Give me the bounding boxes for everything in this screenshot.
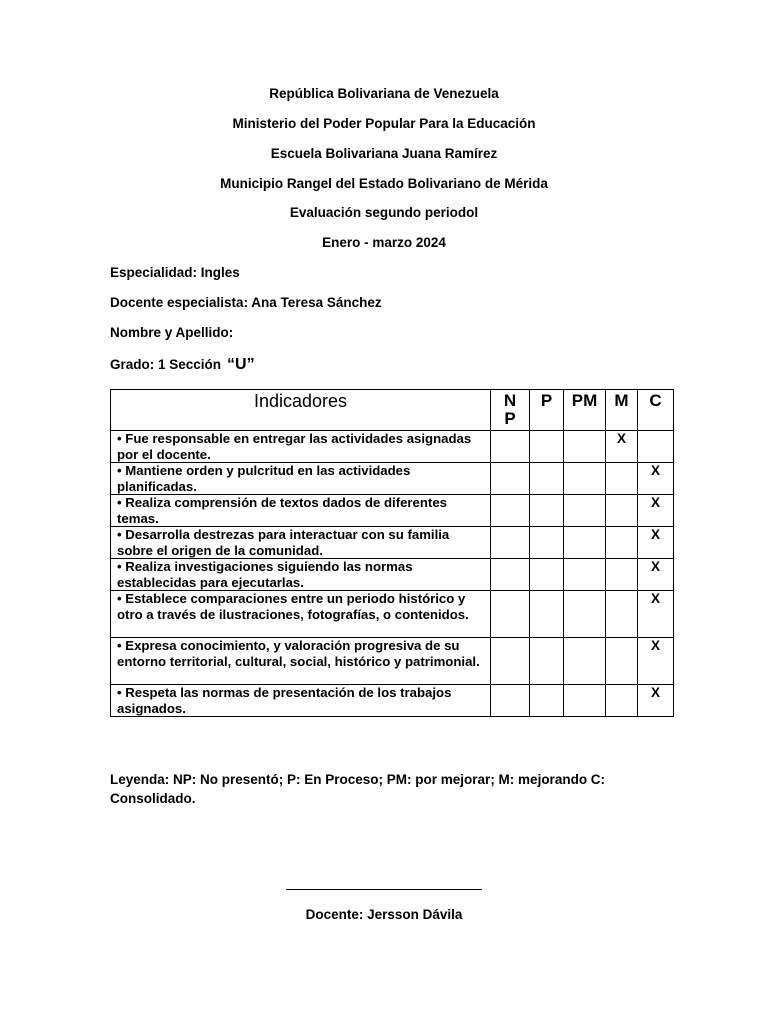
signature-name: Docente: Jersson Dávila <box>305 907 463 922</box>
pm-cell <box>564 495 606 527</box>
header-c: C <box>638 390 674 431</box>
table-row <box>111 463 674 495</box>
header-m: M <box>606 390 638 431</box>
table-row <box>111 431 674 463</box>
pm-cell <box>564 591 606 638</box>
m-cell: X <box>606 431 638 463</box>
header-republic: República Bolivariana de Venezuela <box>269 86 499 101</box>
p-cell <box>530 431 564 463</box>
p-cell <box>530 591 564 638</box>
header-np: N P <box>491 390 530 431</box>
m-cell <box>606 559 638 591</box>
legend-text: Leyenda: NP: No presentó; P: En Proceso; PM: por mejorar; M: mejorando C: Consolidado. <box>110 772 606 806</box>
header-p: P <box>530 390 564 431</box>
indicator-cell: • Mantiene orden y pulcritud en las actividades planificadas. <box>111 463 491 495</box>
indicator-cell: • Realiza investigaciones siguiendo las normas establecidas para ejecutarlas. <box>111 559 491 591</box>
np-cell <box>491 527 530 559</box>
table-row <box>111 559 674 591</box>
m-cell <box>606 495 638 527</box>
table-row <box>111 685 674 717</box>
np-cell <box>491 685 530 717</box>
c-cell <box>638 431 674 463</box>
c-cell: X <box>638 463 674 495</box>
header-pm: PM <box>564 390 606 431</box>
pm-cell <box>564 685 606 717</box>
c-cell: X <box>638 591 674 638</box>
m-cell <box>606 463 638 495</box>
pm-cell <box>564 638 606 685</box>
table-row <box>111 591 674 638</box>
header-ministry: Ministerio del Poder Popular Para la Educación <box>232 116 536 131</box>
p-cell <box>530 463 564 495</box>
p-cell <box>530 638 564 685</box>
np-cell <box>491 495 530 527</box>
teacher-specialist-label: Docente especialista: Ana Teresa Sánchez <box>110 295 382 310</box>
pm-cell <box>564 463 606 495</box>
indicator-cell: • Realiza comprensión de textos dados de diferentes temas. <box>111 495 491 527</box>
c-cell: X <box>638 638 674 685</box>
pm-cell <box>564 559 606 591</box>
indicator-cell: • Expresa conocimiento, y valoración progresiva de su entorno territorial, cultural, social, histórico y patrimonial. <box>111 638 491 685</box>
header-period: Enero - marzo 2024 <box>322 235 446 250</box>
m-cell <box>606 685 638 717</box>
indicator-cell: • Establece comparaciones entre un periodo histórico y otro a través de ilustraciones, fotografías, o contenidos. <box>111 591 491 638</box>
p-cell <box>530 559 564 591</box>
p-cell <box>530 685 564 717</box>
header-school: Escuela Bolivariana Juana Ramírez <box>270 146 498 161</box>
grade-label: Grado: 1 Sección <box>110 357 222 372</box>
np-cell <box>491 638 530 685</box>
pm-cell <box>564 527 606 559</box>
np-cell <box>491 463 530 495</box>
p-cell <box>530 527 564 559</box>
evaluation-table <box>110 389 674 717</box>
section-value: “U” <box>227 356 255 373</box>
header-municipality: Municipio Rangel del Estado Bolivariano de Mérida <box>220 176 548 191</box>
pm-cell <box>564 431 606 463</box>
c-cell: X <box>638 685 674 717</box>
student-name-label: Nombre y Apellido: <box>110 325 234 340</box>
p-cell <box>530 495 564 527</box>
table-row <box>111 495 674 527</box>
np-cell <box>491 591 530 638</box>
indicator-cell: • Respeta las normas de presentación de los trabajos asignados. <box>111 685 491 717</box>
c-cell: X <box>638 559 674 591</box>
table-row <box>111 638 674 685</box>
table-header-row <box>111 390 674 431</box>
c-cell: X <box>638 495 674 527</box>
grade-section-line <box>110 357 255 373</box>
m-cell <box>606 591 638 638</box>
np-cell <box>491 431 530 463</box>
header-evaluation: Evaluación segundo periodol <box>289 205 479 220</box>
specialty-label: Especialidad: Ingles <box>110 265 240 280</box>
c-cell: X <box>638 527 674 559</box>
np-cell <box>491 559 530 591</box>
signature-line <box>286 889 482 890</box>
indicator-cell: • Desarrolla destrezas para interactuar con su familia sobre el origen de la comunidad. <box>111 527 491 559</box>
m-cell <box>606 638 638 685</box>
indicator-cell: • Fue responsable en entregar las actividades asignadas por el docente. <box>111 431 491 463</box>
m-cell <box>606 527 638 559</box>
table-row <box>111 527 674 559</box>
header-indicadores: Indicadores <box>111 390 491 431</box>
